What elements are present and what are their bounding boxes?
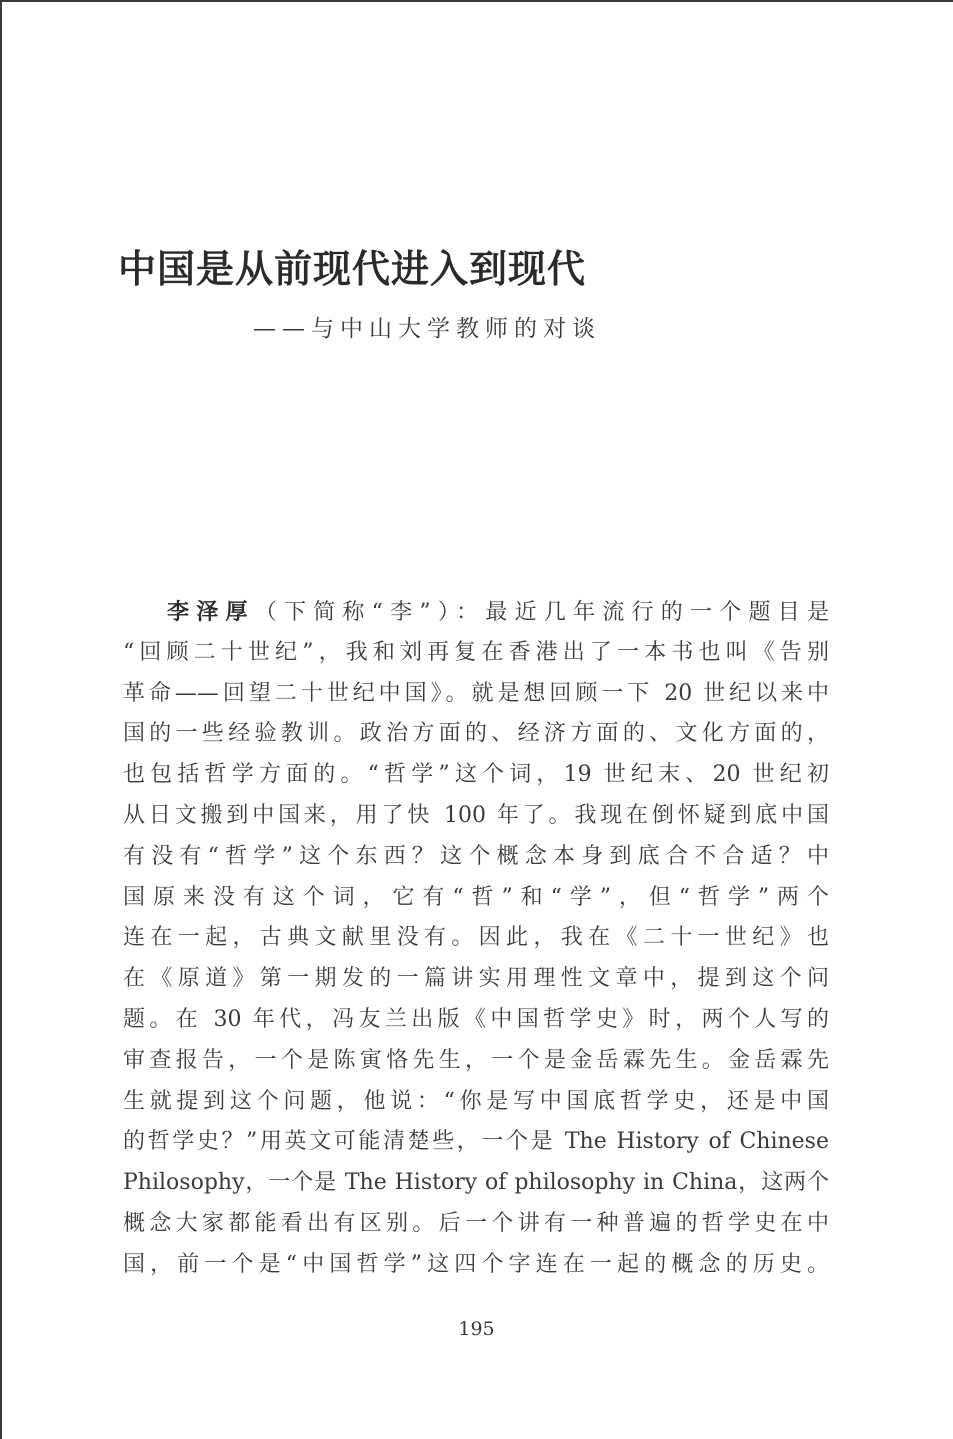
speaker-name: 李泽厚 xyxy=(167,599,255,625)
body-line: 也包括哲学方面的。“哲学”这个词，19 世纪末、20 世纪初 xyxy=(123,762,829,788)
body-line: 的哲学史？”用英文可能清楚些，一个是 The History of Chinese xyxy=(123,1129,829,1155)
page-top-border xyxy=(0,0,953,2)
body-line: 从日文搬到中国来，用了快 100 年了。我现在倒怀疑到底中国 xyxy=(123,802,829,828)
body-line: “回顾二十世纪”，我和刘再复在香港出了一本书也叫《告别 xyxy=(123,639,829,665)
article-body xyxy=(123,592,829,1286)
article-subtitle: ——与中山大学教师的对谈 xyxy=(253,316,601,342)
body-line: 审查报告，一个是陈寅恪先生，一个是金岳霖先生。金岳霖先 xyxy=(123,1047,829,1073)
body-line: 在《原道》第一期发的一篇讲实用理性文章中，提到这个问 xyxy=(123,966,829,992)
body-line: 革命——回望二十世纪中国》。就是想回顾一下 20 世纪以来中 xyxy=(123,680,829,706)
body-line: 国，前一个是“中国哲学”这四个字连在一起的概念的历史。 xyxy=(123,1251,829,1277)
body-line: 生就提到这个问题，他说：“你是写中国底哲学史，还是中国 xyxy=(123,1088,829,1114)
body-line: 国的一些经验教训。政治方面的、经济方面的、文化方面的， xyxy=(123,721,829,747)
body-line: Philosophy，一个是 The History of philosophy in China，这两个 xyxy=(123,1170,829,1196)
body-line: 国原来没有这个词，它有“哲”和“学”，但“哲学”两个 xyxy=(123,884,829,910)
body-line: 题。在 30 年代，冯友兰出版《中国哲学史》时，两个人写的 xyxy=(123,1006,829,1032)
body-line: 连在一起，古典文献里没有。因此，我在《二十一世纪》也 xyxy=(123,925,829,951)
body-line: 有没有“哲学”这个东西？这个概念本身到底合不合适？中 xyxy=(123,843,829,869)
article-title: 中国是从前现代进入到现代 xyxy=(118,246,587,291)
body-line: 概念大家都能看出有区别。后一个讲有一种普遍的哲学史在中 xyxy=(123,1210,829,1236)
body-line-first-text: （下简称“李”）：最近几年流行的一个题目是 xyxy=(254,600,829,625)
page-left-border xyxy=(0,0,2,1439)
body-line-first xyxy=(123,592,829,633)
page-number: 195 xyxy=(458,1318,495,1340)
